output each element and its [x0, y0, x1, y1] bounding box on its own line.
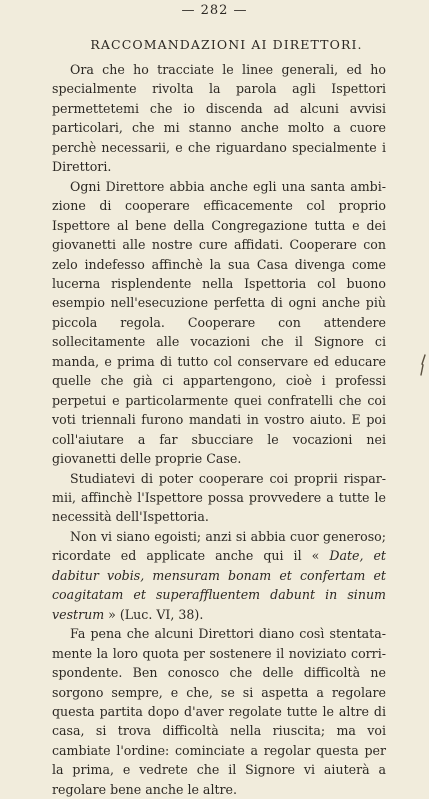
page-number: — 282 —: [181, 3, 248, 18]
latin-quote: Date, et dabitur vobis, mensuram bonam et confertam et coagitatam et superaffluentem dabunt in sinum vestrum: [52, 548, 386, 622]
paragraph: Studiatevi di poter cooperare coi proprii risparmii, affinchè l'Ispettore possa provvedere a tutte le necessità dell'Ispettoria.: [52, 470, 386, 525]
margin-pencil-mark: [419, 354, 427, 376]
body-text: [52, 60, 386, 799]
section-heading: RACCOMANDAZIONI AI DIRETTORI.: [90, 37, 363, 52]
paragraph: Ora che ho tracciate le linee generali, ed ho specialmente rivolta la parola agli Ispettori permettetemi che io discenda ad alcuni avvisi particolari, che mi stanno anche molto a cuore perchè necessarii, e che riguardano specialmente i Direttori.: [52, 62, 386, 175]
paragraph-with-quote: [52, 527, 386, 624]
quote-lead-text: Non vi siano egoisti; anzi si abbia cuor generoso; ricordate ed applicate anche qui il «: [52, 528, 386, 564]
quote-citation: » (Luc. VI, 38).: [104, 606, 204, 622]
paragraph: Fa pena che alcuni Direttori diano così stentatamente la loro quota per sostenere il noviziato corrispondente. Ben conosco che delle difficoltà ne sorgono sempre, e che, se si aspetta a regolare questa partita dopo d'aver regolate tutte le altre di casa, si trova difficoltà nella riuscita; ma voi cambiate l'ordine: cominciate a regolar questa per la prima, e vedrete che il Signore vi aiuterà a regolare bene anche le altre.: [52, 626, 386, 797]
paragraph: Ogni Direttore abbia anche egli una santa ambizione di cooperare efficacemente col proprio Ispettore al bene della Congregazione tutta e dei giovanetti alle nostre cure affidati. Cooperare con zelo indefesso affinchè la sua Casa divenga come lucerna risplendente nella Ispettoria col buono esempio nell'esecuzione perfetta di ogni anche più piccola regola. Cooperare con attendere sollecitamente alle vocazioni che il Signore ci manda, e prima di tutto col conservare ed educare quelle che già ci appartengono, cioè i professi perpetui e particolarmente quei confratelli che coi voti triennali furono mandati in vostro aiuto. E poi coll'aiutare a far sbucciare le vocazioni nei giovanetti delle proprie Case.: [52, 178, 386, 467]
